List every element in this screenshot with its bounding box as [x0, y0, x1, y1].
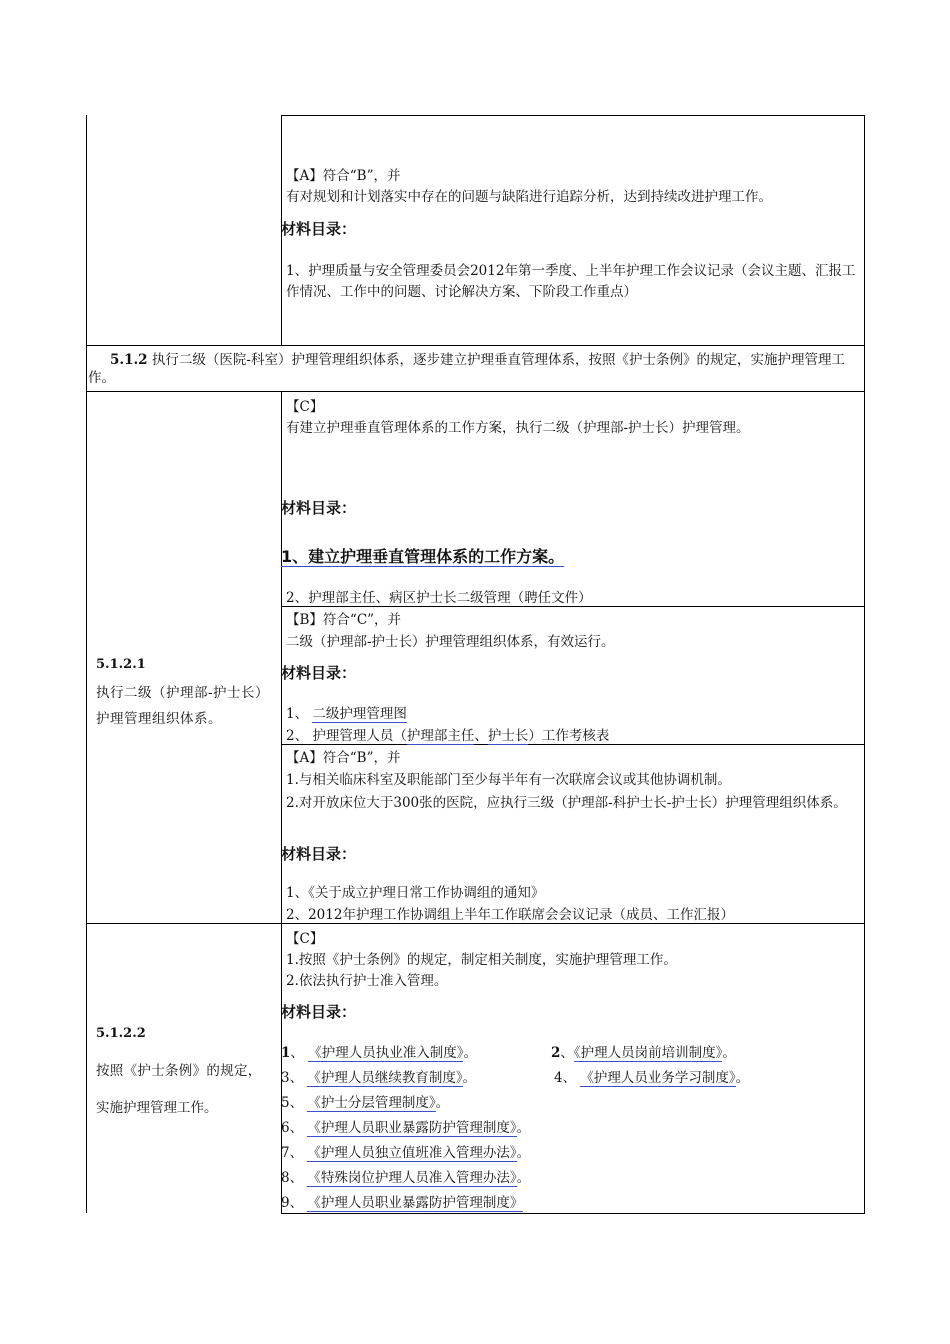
material-item: 3、 《护理人员继续教育制度》。 — [281, 1070, 477, 1086]
item-label-5-1-2-2: 按照《护士条例》的规定， — [96, 1063, 262, 1079]
material-item: 7、 《护理人员独立值班准入管理办法》。 — [281, 1145, 531, 1161]
material-link[interactable]: 护理部主任 — [406, 728, 475, 744]
grade-a-description: 有对规划和计划落实中存在的问题与缺陷进行追踪分析，达到持续改进护理工作。 — [286, 189, 772, 205]
material-link[interactable]: 《护理人员岗前培训制度》 — [573, 1045, 723, 1061]
material-item: 2、护理部主任、病区护士长二级管理（聘任文件） — [286, 590, 592, 606]
materials-heading: 材料目录： — [281, 1003, 357, 1021]
item-label-5-1-2-2: 实施护理管理工作。 — [96, 1100, 218, 1116]
table-border-bottom — [281, 1213, 865, 1214]
material-link[interactable]: 《特殊岗位护理人员准入管理办法》 — [307, 1170, 517, 1186]
material-item: 2、2012年护理工作协调组上半年工作联席会会议记录（成员、工作汇报） — [286, 907, 734, 923]
materials-heading: 材料目录： — [281, 499, 357, 517]
material-link[interactable]: 《护理人员执业准入制度》 — [308, 1045, 464, 1061]
grade-a-heading: 【A】符合“B”，并 — [286, 750, 401, 766]
material-link[interactable]: 《护理人员业务学习制度》 — [580, 1070, 736, 1086]
material-item: 8、 《特殊岗位护理人员准入管理办法》。 — [281, 1170, 531, 1186]
item-code-5-1-2-1: 5.1.2.1 — [96, 657, 146, 672]
material-item — [281, 548, 564, 566]
material-link[interactable]: 《护理人员职业暴露防护管理制度》 — [307, 1120, 517, 1136]
material-item-text: 1、建立护理垂直管理体系的工作方案。 — [281, 547, 565, 566]
table-border-top — [281, 115, 865, 116]
material-item: 1、 二级护理管理图 — [286, 706, 407, 722]
grade-a-criterion: 1.与相关临床科室及职能部门至少每半年有一次联席会议或其他协调机制。 — [286, 772, 731, 788]
item-code-5-1-2-2: 5.1.2.2 — [96, 1026, 146, 1041]
row-divider-1 — [86, 345, 865, 346]
material-item: 1、《关于成立护理日常工作协调组的通知》 — [286, 885, 545, 901]
material-link[interactable]: 《护理人员独立值班准入管理办法》 — [307, 1145, 517, 1161]
section-5-1-2-header — [88, 351, 860, 387]
section-text: 执行二级（医院-科室）护理管理组织体系，逐步建立护理垂直管理体系，按照《护士条例》的规定，实施护理管理工作。 — [88, 352, 845, 386]
grade-a-criterion: 2.对开放床位大于300张的医院，应执行三级（护理部-科护士长-护士长）护理管理组织体系。 — [286, 795, 847, 811]
material-item: 1、 《护理人员执业准入制度》。 — [281, 1045, 477, 1061]
table-border-right — [864, 115, 865, 1214]
grade-b-description: 二级（护理部-护士长）护理管理组织体系，有效运行。 — [286, 634, 615, 650]
material-item: 4、 《护理人员业务学习制度》。 — [554, 1070, 750, 1086]
item-label-5-1-2-1: 执行二级（护理部-护士长）护理管理组织体系。 — [96, 685, 270, 727]
material-item: 9、 《护理人员职业暴露防护管理制度》 — [281, 1195, 524, 1211]
material-link[interactable]: 二级护理管理图 — [312, 706, 407, 722]
materials-heading: 材料目录： — [281, 664, 357, 682]
material-link[interactable]: 《护士分层管理制度》 — [307, 1095, 436, 1111]
material-item: 2、《护理人员岗前培训制度》。 — [551, 1045, 736, 1061]
materials-heading: 材料目录： — [281, 845, 357, 863]
grade-b-heading: 【B】符合“C”，并 — [286, 612, 402, 628]
row-divider-2 — [86, 391, 865, 392]
grade-c-criterion: 1.按照《护士条例》的规定，制定相关制度，实施护理管理工作。 — [286, 952, 677, 968]
grade-c-heading: 【C】 — [286, 399, 324, 415]
material-link[interactable]: 《护理人员继续教育制度》 — [307, 1070, 463, 1086]
material-item: 5、 《护士分层管理制度》。 — [281, 1095, 450, 1111]
grade-c-criterion: 2.依法执行护士准入管理。 — [286, 973, 448, 989]
grade-a-heading: 【A】符合“B”，并 — [286, 168, 401, 184]
grade-c-description: 有建立护理垂直管理体系的工作方案，执行二级（护理部-护士长）护理管理。 — [286, 420, 750, 436]
material-link[interactable]: 护士长 — [487, 728, 529, 744]
material-item: 2、 护理管理人员（护理部主任、护士长）工作考核表 — [286, 728, 610, 744]
table-border-left — [86, 115, 87, 1213]
materials-heading: 材料目录： — [281, 220, 357, 238]
material-item: 1、护理质量与安全管理委员会2012年第一季度、上半年护理工作会议记录（会议主题、汇报工作情况、工作中的问题、讨论解决方案、下阶段工作重点） — [286, 263, 856, 300]
material-item: 6、 《护理人员职业暴露防护管理制度》。 — [281, 1120, 531, 1136]
grade-c-heading: 【C】 — [286, 931, 324, 947]
section-code: 5.1.2 — [110, 352, 148, 368]
material-link[interactable]: 《护理人员职业暴露防护管理制度》 — [307, 1195, 524, 1211]
